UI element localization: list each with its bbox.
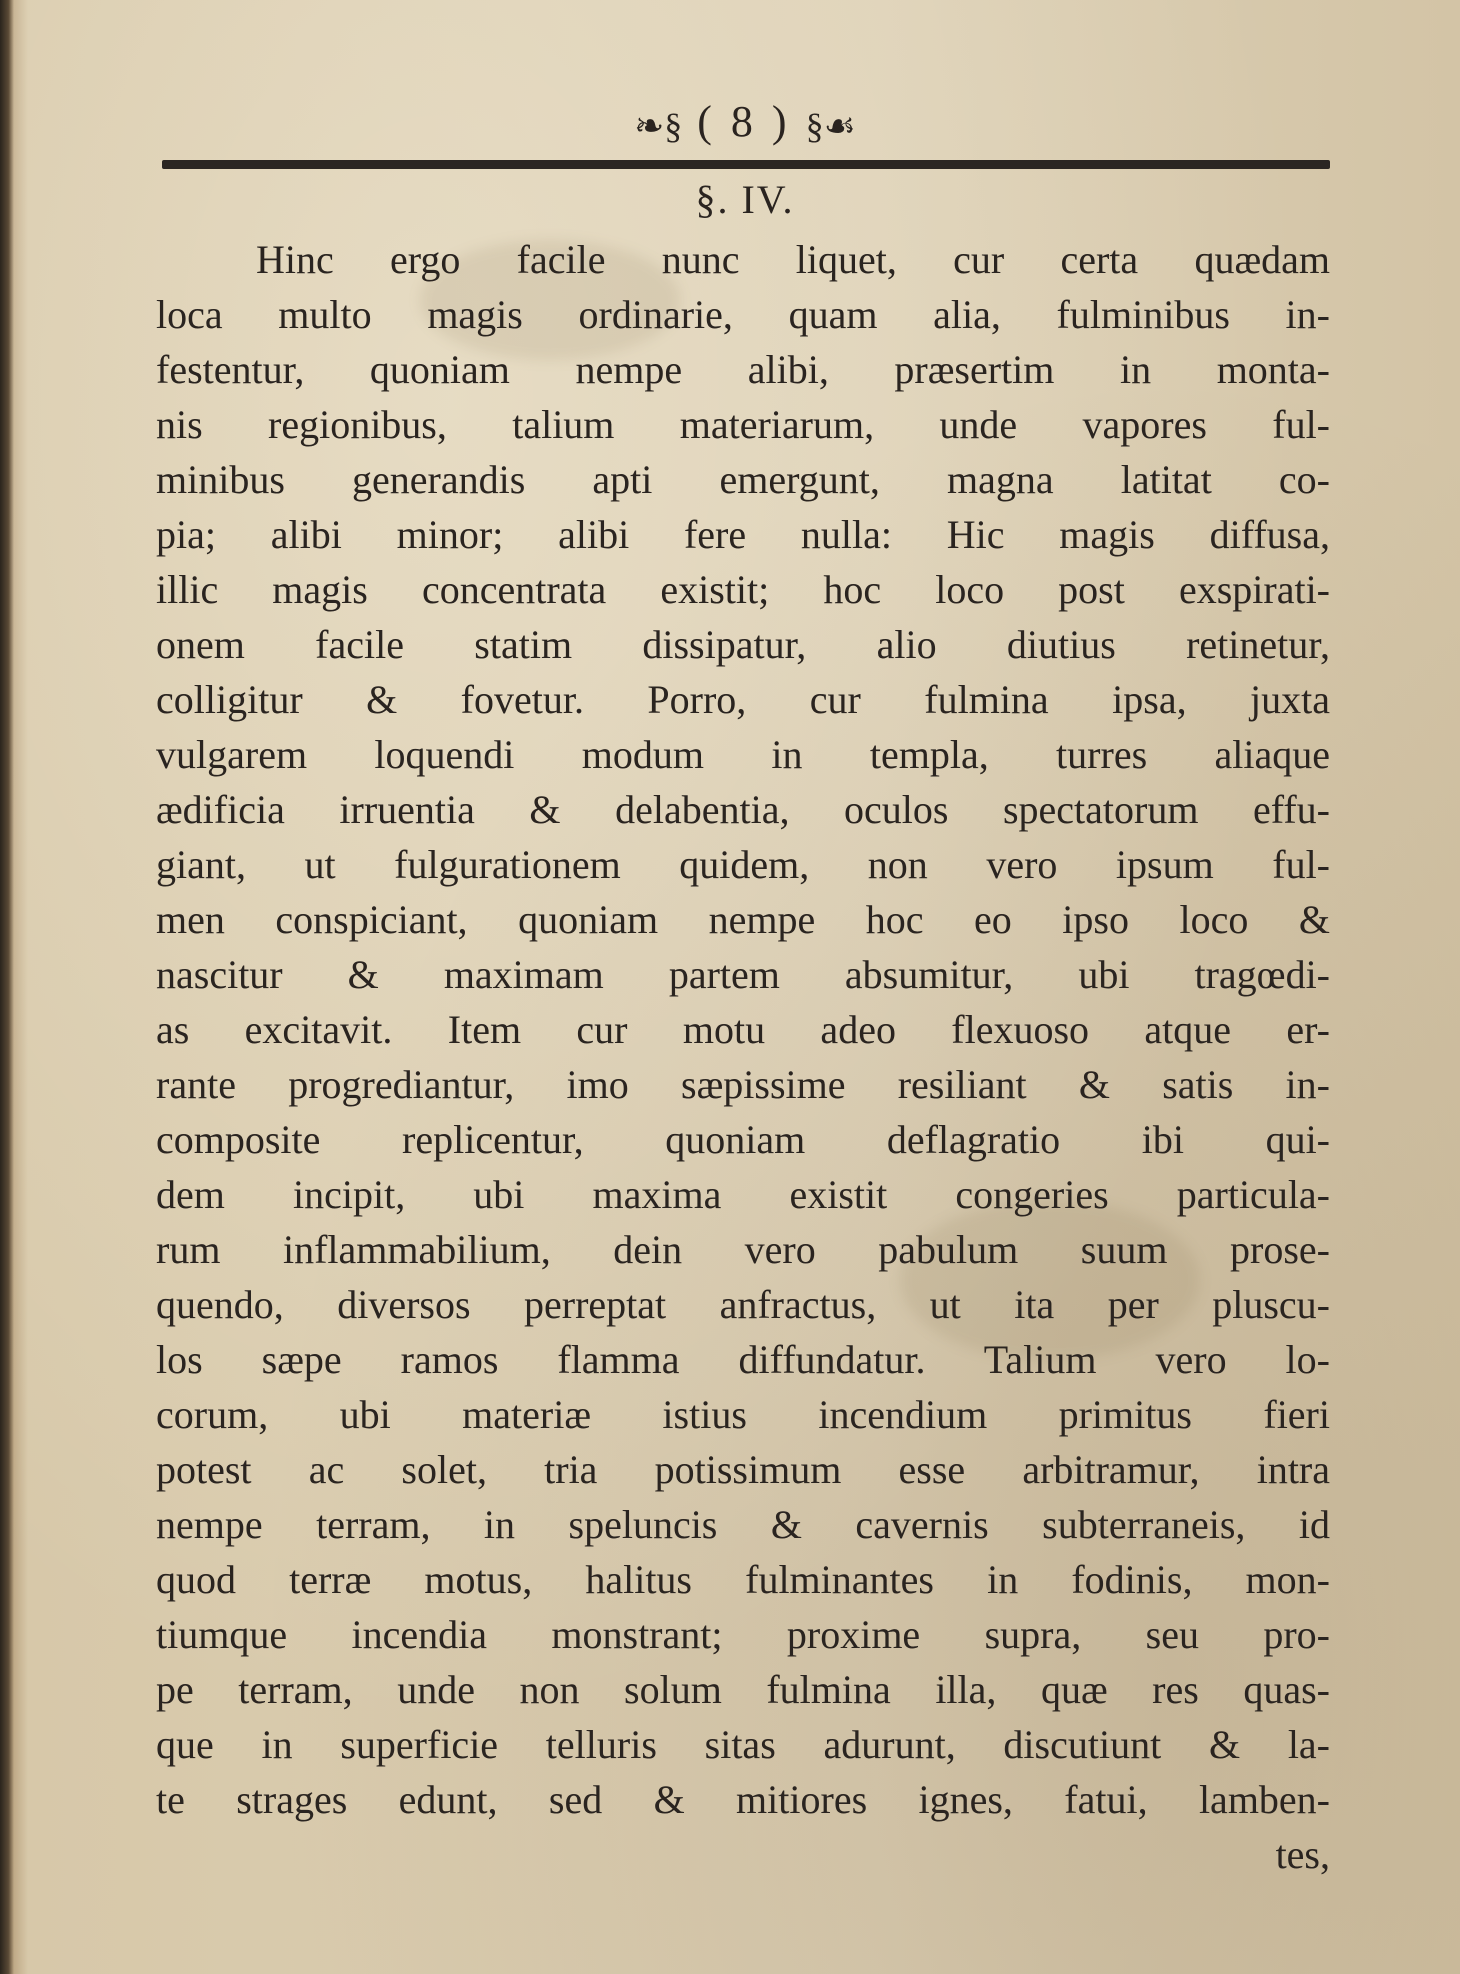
text-line: colligitur & fovetur. Porro, cur fulmina ipsa, juxta [156,677,1330,722]
text-line: composite replicentur, quoniam deflagratio ibi qui- [156,1117,1330,1162]
body-text [156,232,1330,1882]
text-line: giant, ut fulgurationem quidem, non vero ipsum ful- [156,842,1330,887]
text-line: quod terræ motus, halitus fulminantes in fodinis, mon- [156,1557,1330,1602]
text-line: pia; alibi minor; alibi fere nulla: Hic magis diffusa, [156,512,1330,557]
text-line: nempe terram, in speluncis & cavernis subterraneis, id [156,1502,1330,1547]
text-line: dem incipit, ubi maxima existit congeries particula- [156,1172,1330,1217]
text-line: ædificia irruentia & delabentia, oculos spectatorum effu- [156,787,1330,832]
text-line: nis regionibus, talium materiarum, unde vapores ful- [156,402,1330,447]
text-line: festentur, quoniam nempe alibi, præsertim in monta- [156,347,1330,392]
text-line: rante progrediantur, imo sæpissime resiliant & satis in- [156,1062,1330,1107]
text-line: rum inflammabilium, dein vero pabulum suum prose- [156,1227,1330,1272]
text-line: potest ac solet, tria potissimum esse arbitramur, intra [156,1447,1330,1492]
text-line: minibus generandis apti emergunt, magna latitat co- [156,457,1330,502]
text-line: quendo, diversos perreptat anfractus, ut ita per pluscu- [156,1282,1330,1327]
text-line: pe terram, unde non solum fulmina illa, quæ res quas- [156,1667,1330,1712]
text-line: illic magis concentrata existit; hoc loco post exspirati- [156,567,1330,612]
text-line-catchword: tes, [1275,1832,1330,1877]
text-line: que in superficie telluris sitas adurunt, discutiunt & la- [156,1722,1330,1767]
header-ornament-right: §☙ [805,105,856,146]
text-line: los sæpe ramos flamma diffundatur. Talium vero lo- [156,1337,1330,1382]
text-line: te strages edunt, sed & mitiores ignes, fatui, lamben- [156,1777,1330,1822]
page-header [160,92,1330,152]
section-title: §. IV. [695,177,795,222]
text-line: vulgarem loquendi modum in templa, turres aliaque [156,732,1330,777]
book-spine-edge [0,0,14,1974]
text-line: nascitur & maximam partem absumitur, ubi tragœdi- [156,952,1330,997]
text-line: tiumque incendia monstrant; proxime supra, seu pro- [156,1612,1330,1657]
header-ornament-left: ❧§ [634,105,683,146]
text-line: men conspiciant, quoniam nempe hoc eo ipso loco & [156,897,1330,942]
text-line: onem facile statim dissipatur, alio diutius retinetur, [156,622,1330,667]
text-line: as excitavit. Item cur motu adeo flexuoso atque er- [156,1007,1330,1052]
text-line: Hinc ergo facile nunc liquet, cur certa quædam [256,237,1330,282]
text-line: loca multo magis ordinarie, quam alia, fulminibus in- [156,292,1330,337]
text-line: corum, ubi materiæ istius incendium primitus fieri [156,1392,1330,1437]
page-number: ( 8 ) [697,97,791,146]
